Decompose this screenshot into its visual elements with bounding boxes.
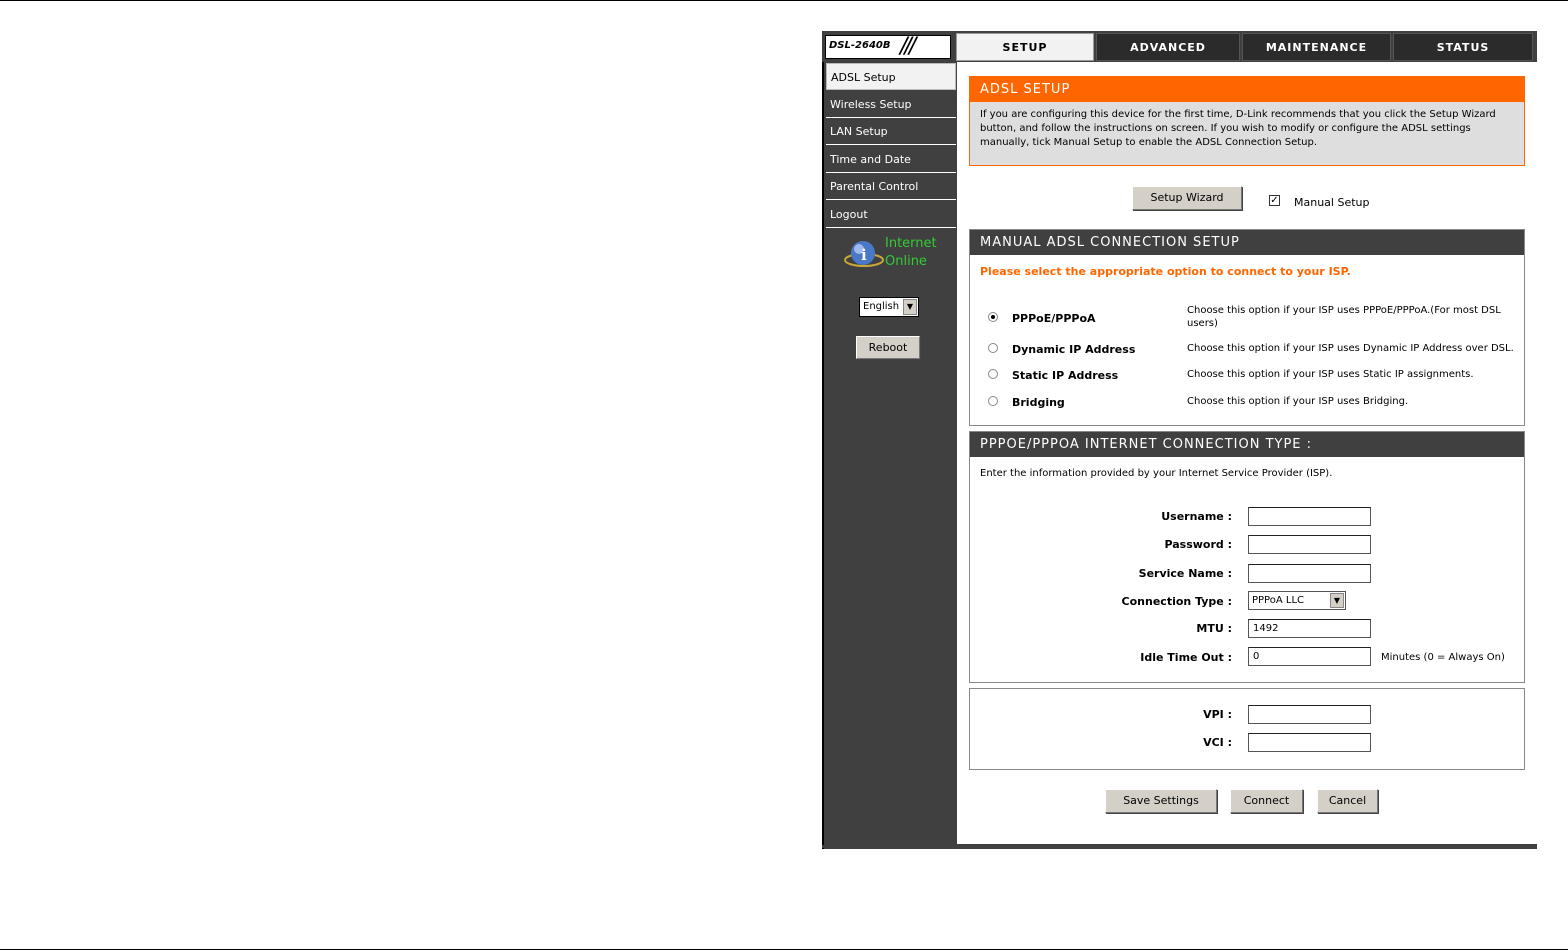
sidebar-item-parental-control[interactable] — [826, 173, 956, 200]
page-bottom-rule — [0, 949, 1568, 950]
reboot-label: Reboot — [868, 341, 908, 354]
section-title: PPPOE/PPPOA INTERNET CONNECTION TYPE : — [970, 432, 1524, 457]
section-title: MANUAL ADSL CONNECTION SETUP — [970, 230, 1524, 255]
vci-field[interactable] — [1248, 733, 1371, 752]
top-navigation — [822, 31, 1537, 62]
pppoe-intro-text: Enter the information provided by your Internet Service Provider (ISP). — [980, 468, 1333, 479]
radio-static-ip[interactable] — [988, 369, 998, 379]
mtu-label: MTU : — [1196, 622, 1232, 635]
service-name-field[interactable] — [1248, 564, 1371, 583]
sidebar-item-adsl-setup[interactable] — [826, 63, 956, 90]
option-description: Choose this option if your ISP uses Bridging. — [1187, 396, 1409, 407]
sidebar-item-label: Logout — [830, 208, 868, 221]
vpi-label: VPI : — [1203, 708, 1232, 721]
mtu-field[interactable]: 1492 — [1248, 619, 1371, 638]
connection-type-label: Connection Type : — [1121, 595, 1232, 608]
adsl-intro-text: If you are configuring this device for the first time, D-Link recommends that you click the Setup Wizard button, and follow the instructions on screen. If you wish to modify or configure the ADSL settings manually, tick Manual Setup to enable the ADSL Connection Setup. — [980, 109, 1496, 148]
logo-slashes-decoration: /// — [900, 35, 914, 59]
radio-pppoe-pppoa[interactable] — [988, 312, 998, 322]
idle-timeout-label: Idle Time Out : — [1140, 651, 1232, 664]
tab-label: ADVANCED — [1130, 41, 1206, 54]
chevron-down-icon: ▼ — [1330, 593, 1344, 608]
status-line-online: Online — [885, 254, 927, 269]
sidebar-item-label: ADSL Setup — [831, 71, 896, 84]
connection-type-value: PPPoA LLC — [1252, 595, 1304, 606]
connect-label: Connect — [1243, 794, 1290, 807]
save-settings-button[interactable] — [1105, 789, 1217, 813]
tab-advanced[interactable] — [1096, 33, 1240, 61]
connect-button[interactable] — [1230, 789, 1303, 813]
option-label: PPPoE/PPPoA — [1012, 312, 1096, 325]
sidebar-item-label: Wireless Setup — [830, 98, 912, 111]
page-top-rule — [0, 0, 1568, 1]
cancel-label: Cancel — [1328, 794, 1367, 807]
model-name: DSL-2640B — [829, 40, 891, 51]
save-settings-label: Save Settings — [1123, 794, 1199, 807]
sidebar-item-label: Time and Date — [830, 153, 911, 166]
idle-timeout-field[interactable]: 0 — [1248, 647, 1371, 666]
language-value: English — [863, 301, 900, 312]
manual-setup-label: Manual Setup — [1294, 196, 1370, 209]
option-description: Choose this option if your ISP uses Static IP assignments. — [1187, 369, 1474, 380]
section-title: ADSL SETUP — [970, 77, 1524, 102]
service-name-label: Service Name : — [1138, 567, 1232, 580]
sidebar-item-label: LAN Setup — [830, 125, 888, 138]
connection-type-select[interactable] — [1248, 591, 1346, 610]
radio-dynamic-ip[interactable] — [988, 343, 998, 353]
tab-label: STATUS — [1436, 41, 1490, 54]
tab-label: SETUP — [1002, 41, 1048, 54]
option-description: Choose this option if your ISP uses PPPoE/PPPoA.(For most DSL users) — [1187, 305, 1501, 329]
sidebar-item-wireless-setup[interactable] — [826, 91, 956, 118]
tab-setup[interactable] — [956, 33, 1094, 61]
username-label: Username : — [1161, 510, 1232, 523]
setup-wizard-button[interactable] — [1132, 186, 1242, 210]
radio-bridging[interactable] — [988, 396, 998, 406]
tab-label: MAINTENANCE — [1265, 41, 1368, 54]
language-select[interactable] — [859, 297, 919, 317]
status-line-internet: Internet — [885, 236, 937, 251]
tab-status[interactable] — [1393, 33, 1533, 61]
connection-status — [885, 235, 937, 271]
sidebar-item-label: Parental Control — [830, 180, 919, 193]
chevron-down-icon: ▼ — [903, 299, 917, 315]
reboot-button[interactable] — [856, 336, 920, 359]
idle-timeout-hint: Minutes (0 = Always On) — [1381, 652, 1505, 663]
adsl-setup-section — [969, 76, 1525, 166]
cancel-button[interactable] — [1317, 789, 1378, 813]
svg-text:i: i — [861, 246, 867, 264]
isp-option-prompt: Please select the appropriate option to connect to your ISP. — [980, 265, 1351, 278]
ui-bottom-rule — [822, 845, 1537, 848]
option-label: Dynamic IP Address — [1012, 343, 1136, 356]
option-description: Choose this option if your ISP uses Dynamic IP Address over DSL. — [1187, 343, 1514, 354]
username-field[interactable] — [1248, 507, 1371, 526]
tab-maintenance[interactable] — [1242, 33, 1391, 61]
sidebar-item-logout[interactable] — [826, 201, 956, 228]
sidebar-item-lan-setup[interactable] — [826, 118, 956, 145]
manual-setup-checkbox[interactable]: ✓ — [1270, 195, 1279, 206]
info-globe-icon — [844, 238, 884, 272]
password-label: Password : — [1164, 538, 1232, 551]
password-field[interactable] — [1248, 535, 1371, 554]
vci-label: VCI : — [1203, 736, 1232, 749]
setup-wizard-label: Setup Wizard — [1150, 191, 1224, 204]
vpi-vci-section — [969, 688, 1525, 770]
option-label: Static IP Address — [1012, 369, 1119, 382]
option-label: Bridging — [1012, 396, 1065, 409]
vpi-field[interactable] — [1248, 705, 1371, 724]
sidebar-item-time-and-date[interactable] — [826, 146, 956, 173]
model-logo — [825, 35, 951, 59]
